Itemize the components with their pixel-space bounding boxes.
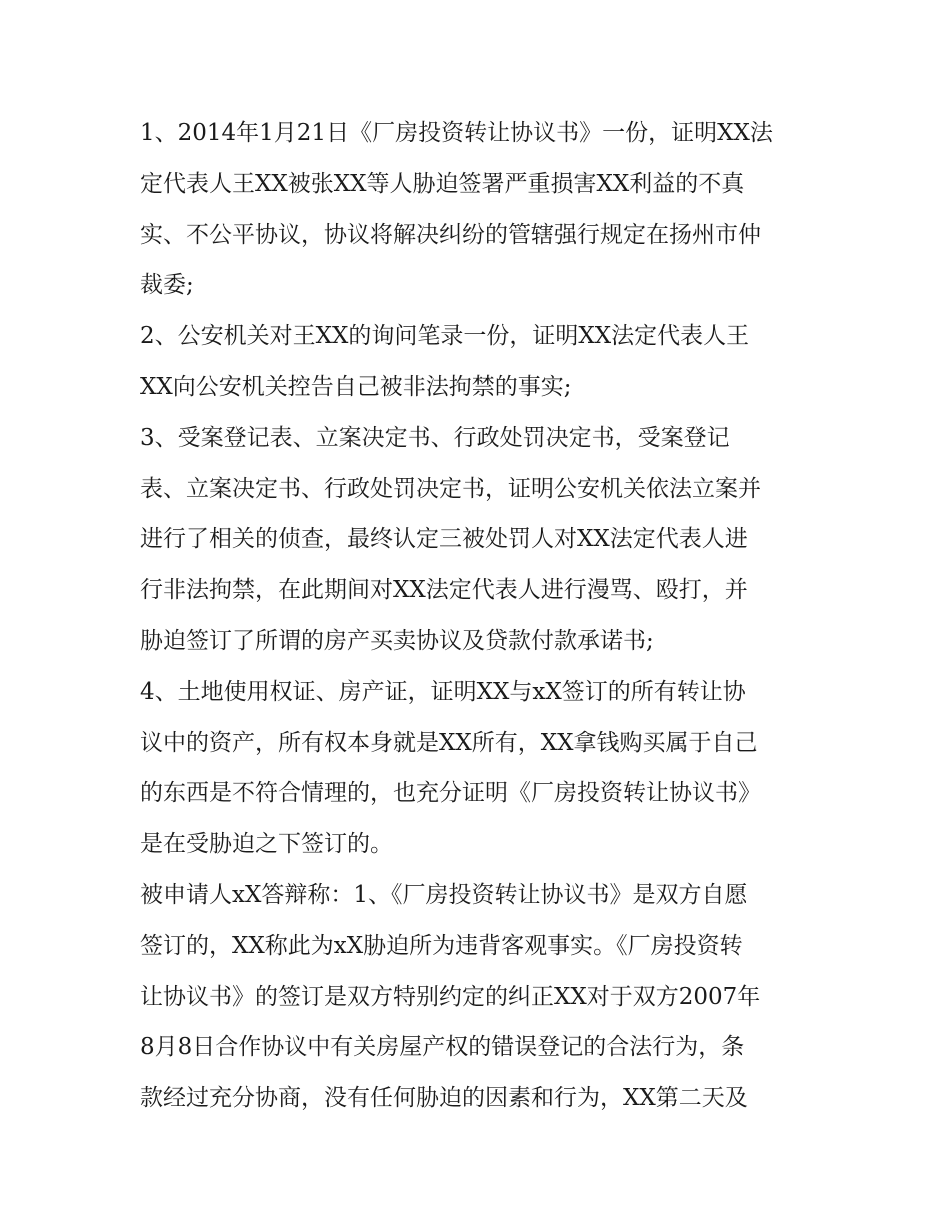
text-line: 的东西是不符合情理的，也充分证明《厂房投资转让协议书》: [140, 780, 761, 807]
text-line: 实、不公平协议，协议将解决纠纷的管辖强行规定在扬州市仲: [140, 221, 761, 248]
text-line: 裁委;: [140, 272, 194, 299]
text-line: 行非法拘禁，在此期间对XX法定代表人进行漫骂、殴打，并: [140, 577, 748, 604]
text-line: 8月8日合作协议中有关房屋产权的错误登记的合法行为，条: [140, 1034, 745, 1061]
document-body: [140, 108, 820, 1124]
text-line: 表、立案决定书、行政处罚决定书，证明公安机关依法立案并: [140, 475, 761, 502]
text-line: 2、公安机关对王XX的询问笔录一份，证明XX法定代表人王: [140, 323, 750, 350]
text-line: 进行了相关的侦查，最终认定三被处罚人对XX法定代表人进: [140, 526, 748, 553]
text-line: 4、土地使用权证、房产证，证明XX与xX签订的所有转让协: [140, 678, 746, 705]
text-line: 胁迫签订了所谓的房产买卖协议及贷款付款承诺书;: [140, 627, 654, 654]
text-line: 款经过充分协商，没有任何胁迫的因素和行为，XX第二天及: [140, 1085, 748, 1112]
text-line: 3、受案登记表、立案决定书、行政处罚决定书，受案登记: [140, 424, 730, 451]
text-line: 定代表人王XX被张XX等人胁迫签署严重损害XX利益的不真: [140, 170, 745, 197]
text-line: 签订的，XX称此为xX胁迫所为违背客观事实。《厂房投资转: [140, 932, 743, 959]
text-line: 被申请人xX答辩称：1、《厂房投资转让协议书》是双方自愿: [140, 881, 748, 908]
text-line: 让协议书》的签订是双方特别约定的纠正XX对于双方2007年: [140, 983, 761, 1010]
text-line: 是在受胁迫之下签订的。: [140, 831, 393, 858]
text-line: 1、2014年1月21日《厂房投资转让协议书》一份，证明XX法: [140, 120, 773, 146]
text-line: 议中的资产，所有权本身就是XX所有，XX拿钱购买属于自己: [140, 729, 758, 756]
text-line: XX向公安机关控告自己被非法拘禁的事实;: [140, 373, 572, 400]
